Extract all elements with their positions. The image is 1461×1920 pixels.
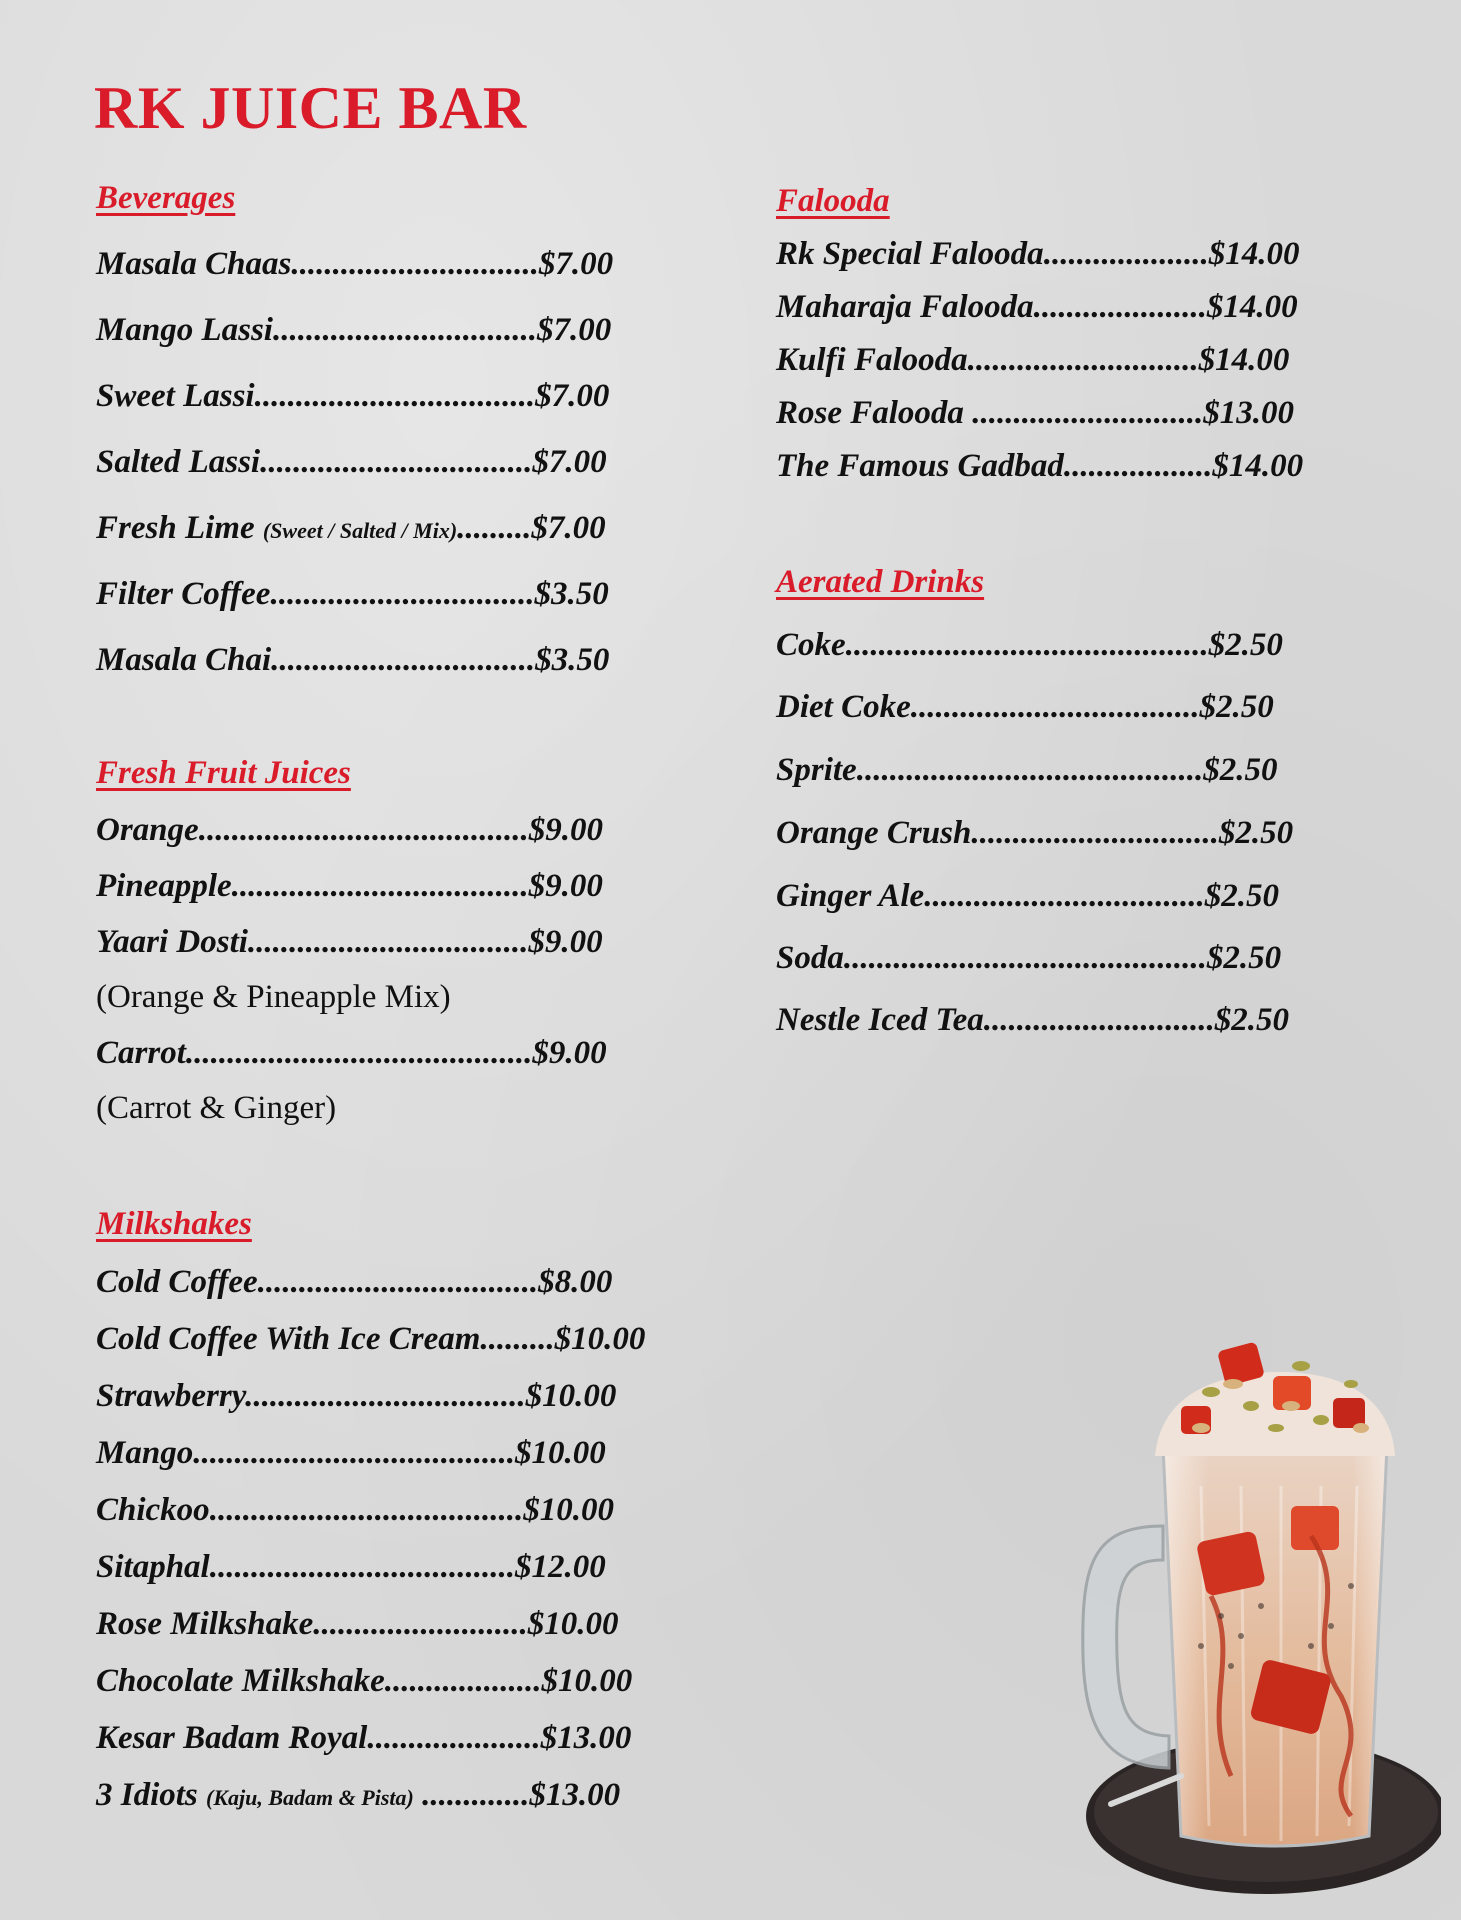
item-price: $2.50 — [1203, 752, 1278, 788]
item-name: Filter Coffee — [96, 576, 271, 612]
item-name: The Famous Gadbad — [776, 448, 1064, 484]
item-dots: .................. — [1063, 448, 1213, 484]
item-name: Mango — [96, 1435, 194, 1471]
item-name: Cold Coffee With Ice Cream — [96, 1321, 481, 1357]
item-dots: ................................ — [271, 642, 536, 678]
item-price: $9.00 — [528, 924, 603, 960]
menu-item-rk-special-falooda — [776, 238, 1299, 271]
falooda-section — [776, 185, 1416, 485]
item-name: Chickoo — [96, 1492, 210, 1528]
aerated-drinks-section — [776, 566, 1416, 1046]
item-dots: ....................................... — [193, 1435, 515, 1471]
item-name: Cold Coffee — [96, 1264, 258, 1300]
item-price: $12.00 — [514, 1549, 606, 1585]
menu-item-cold-coffee-ice-cream — [96, 1323, 645, 1356]
menu-item-kesar-badam-royal — [96, 1722, 631, 1755]
item-name: 3 Idiots — [96, 1777, 207, 1813]
item-name: Rk Special Falooda — [776, 236, 1044, 272]
item-price: $10.00 — [523, 1492, 614, 1528]
item-price: $7.00 — [535, 378, 610, 414]
item-variants: (Kaju, Badam & Pista) — [206, 1785, 414, 1810]
item-name: Orange Crush — [776, 815, 972, 851]
item-name: Kulfi Falooda — [776, 342, 968, 378]
menu-item-chickoo — [96, 1494, 614, 1527]
item-dots: ................................ — [270, 576, 535, 612]
item-price: $9.00 — [532, 1035, 607, 1071]
item-price: $2.50 — [1208, 627, 1283, 663]
item-price: $14.00 — [1212, 448, 1304, 484]
menu-item-rose-falooda — [776, 397, 1294, 430]
item-price: $7.00 — [532, 444, 607, 480]
item-name: Diet Coke — [776, 689, 911, 725]
item-name: Sweet Lassi — [96, 378, 255, 414]
menu-item-mango-lassi — [96, 314, 611, 347]
item-name: Mango Lassi — [96, 312, 273, 348]
item-variants: (Sweet / Salted / Mix) — [262, 518, 458, 543]
item-dots: ..................................... — [209, 1549, 515, 1585]
aerated-drinks-title: Aerated Drinks — [776, 564, 985, 600]
menu-item-sitaphal — [96, 1551, 606, 1584]
item-price: $9.00 — [528, 868, 603, 904]
menu-item-yaari-dosti — [96, 926, 603, 959]
item-dots: .................................. — [924, 878, 1205, 914]
item-price: $10.00 — [525, 1378, 617, 1414]
menu-item-coke — [776, 629, 1283, 662]
falooda-glass-illustration — [1051, 1336, 1441, 1896]
item-name: Rose Milkshake — [96, 1606, 314, 1642]
menu-item-nestle-iced-tea — [776, 1004, 1289, 1037]
item-dots: ............................ — [972, 395, 1204, 431]
item-dots: ................................. — [260, 444, 533, 480]
item-price: $2.50 — [1206, 940, 1282, 976]
menu-item-carrot — [96, 1037, 607, 1070]
item-price: $10.00 — [514, 1435, 606, 1471]
item-price: $2.50 — [1218, 815, 1294, 851]
item-price: $14.00 — [1208, 236, 1300, 272]
item-dots: .................................. — [254, 378, 536, 414]
item-name: Maharaja Falooda — [776, 289, 1034, 325]
item-name: Coke — [776, 627, 846, 663]
item-name: Yaari Dosti — [96, 924, 248, 960]
item-name: Masala Chaas — [96, 246, 292, 282]
item-name: Carrot — [96, 1035, 186, 1071]
item-dots: ........................................ — [198, 812, 529, 848]
item-name: Kesar Badam Royal — [96, 1720, 368, 1756]
item-price: $8.00 — [538, 1264, 613, 1300]
item-name: Soda — [776, 940, 844, 976]
milkshakes-title: Milkshakes — [96, 1206, 252, 1242]
item-price: $10.00 — [527, 1606, 619, 1642]
item-dots: ................... — [384, 1663, 542, 1699]
item-dots: .................... — [1043, 236, 1209, 272]
menu-item-maharaja-falooda — [776, 291, 1298, 324]
item-price: $13.00 — [1203, 395, 1294, 431]
item-name: Ginger Ale — [776, 878, 925, 914]
menu-item-diet-coke — [776, 691, 1274, 724]
item-dots: .................................. — [257, 1264, 539, 1300]
item-price: $2.50 — [1214, 1002, 1289, 1038]
item-price: $10.00 — [541, 1663, 633, 1699]
item-price: $10.00 — [554, 1321, 646, 1357]
menu-item-ginger-ale — [776, 880, 1279, 913]
juices-title: Fresh Fruit Juices — [96, 755, 351, 791]
menu-item-masala-chaas — [96, 248, 613, 281]
menu-item-orange-crush — [776, 817, 1293, 850]
item-price: $7.00 — [536, 312, 612, 348]
item-name: Rose Falooda — [776, 395, 973, 431]
item-price: $7.00 — [538, 246, 614, 282]
menu-item-chocolate-milkshake — [96, 1665, 632, 1698]
menu-item-kulfi-falooda — [776, 344, 1289, 377]
menu-item-filter-coffee — [96, 578, 609, 611]
beverages-title: Beverages — [96, 180, 236, 216]
item-dots: ............. — [413, 1777, 530, 1813]
item-dots: ............................ — [983, 1002, 1215, 1038]
item-dots: ................................ — [272, 312, 537, 348]
menu-item-orange — [96, 814, 603, 847]
menu-item-strawberry — [96, 1380, 616, 1413]
item-dots: ..................... — [1033, 289, 1207, 325]
item-dots: ............................ — [967, 342, 1199, 378]
item-dots: ......... — [457, 510, 532, 546]
item-name: Masala Chai — [96, 642, 272, 678]
item-name: Chocolate Milkshake — [96, 1663, 385, 1699]
item-dots: ...................................... — [209, 1492, 524, 1528]
item-dots: .......................................... — [185, 1035, 533, 1071]
item-dots: .................................. — [245, 1378, 526, 1414]
menu-item-sweet-lassi — [96, 380, 609, 413]
item-dots: ............................................ — [843, 940, 1207, 976]
item-price: $2.50 — [1199, 689, 1274, 725]
menu-item-soda — [776, 942, 1281, 975]
item-dots: .......................... — [313, 1606, 528, 1642]
item-price: $14.00 — [1206, 289, 1298, 325]
menu-item-3-idiots — [96, 1779, 620, 1812]
falooda-title: Falooda — [776, 183, 890, 219]
beverages-section — [96, 182, 736, 682]
juices-section — [96, 757, 736, 1137]
item-dots: .......................................... — [856, 752, 1204, 788]
item-name: Sprite — [776, 752, 857, 788]
item-dots: .............................. — [971, 815, 1219, 851]
menu-item-pineapple — [96, 870, 603, 903]
item-name: Orange — [96, 812, 199, 848]
item-name: Strawberry — [96, 1378, 246, 1414]
item-dots: .................................. — [247, 924, 529, 960]
item-price: $9.00 — [528, 812, 603, 848]
menu-item-famous-gadbad — [776, 450, 1303, 483]
item-price: $3.50 — [535, 642, 610, 678]
menu-item-mango — [96, 1437, 606, 1470]
item-dots: .................................... — [231, 868, 529, 904]
menu-item-masala-chai — [96, 644, 609, 677]
item-price: $13.00 — [529, 1777, 621, 1813]
item-name: Nestle Iced Tea — [776, 1002, 984, 1038]
glass-handle — [1083, 1526, 1169, 1768]
menu-item-rose-milkshake — [96, 1608, 619, 1641]
item-price: $7.00 — [531, 510, 606, 546]
item-name: Salted Lassi — [96, 444, 261, 480]
item-dots: ................................... — [910, 689, 1200, 725]
item-price: $2.50 — [1204, 878, 1279, 914]
item-price: $3.50 — [534, 576, 609, 612]
item-description: (Carrot & Ginger) — [96, 1090, 337, 1126]
item-name: Sitaphal — [96, 1549, 210, 1585]
item-dots: ..................... — [367, 1720, 541, 1756]
item-description: (Orange & Pineapple Mix) — [96, 979, 451, 1015]
menu-item-salted-lassi — [96, 446, 607, 479]
milkshakes-section — [96, 1208, 736, 1828]
item-price: $13.00 — [540, 1720, 632, 1756]
menu-item-sprite — [776, 754, 1277, 787]
menu-item-fresh-lime — [96, 512, 606, 545]
menu-item-cold-coffee — [96, 1266, 612, 1299]
menu-title: RK JUICE BAR — [94, 75, 527, 141]
item-dots: ............................................ — [845, 627, 1209, 663]
item-dots: .............................. — [291, 246, 539, 282]
item-name: Fresh Lime — [96, 510, 263, 546]
item-name: Pineapple — [96, 868, 232, 904]
item-price: $14.00 — [1198, 342, 1290, 378]
item-dots: ......... — [480, 1321, 555, 1357]
